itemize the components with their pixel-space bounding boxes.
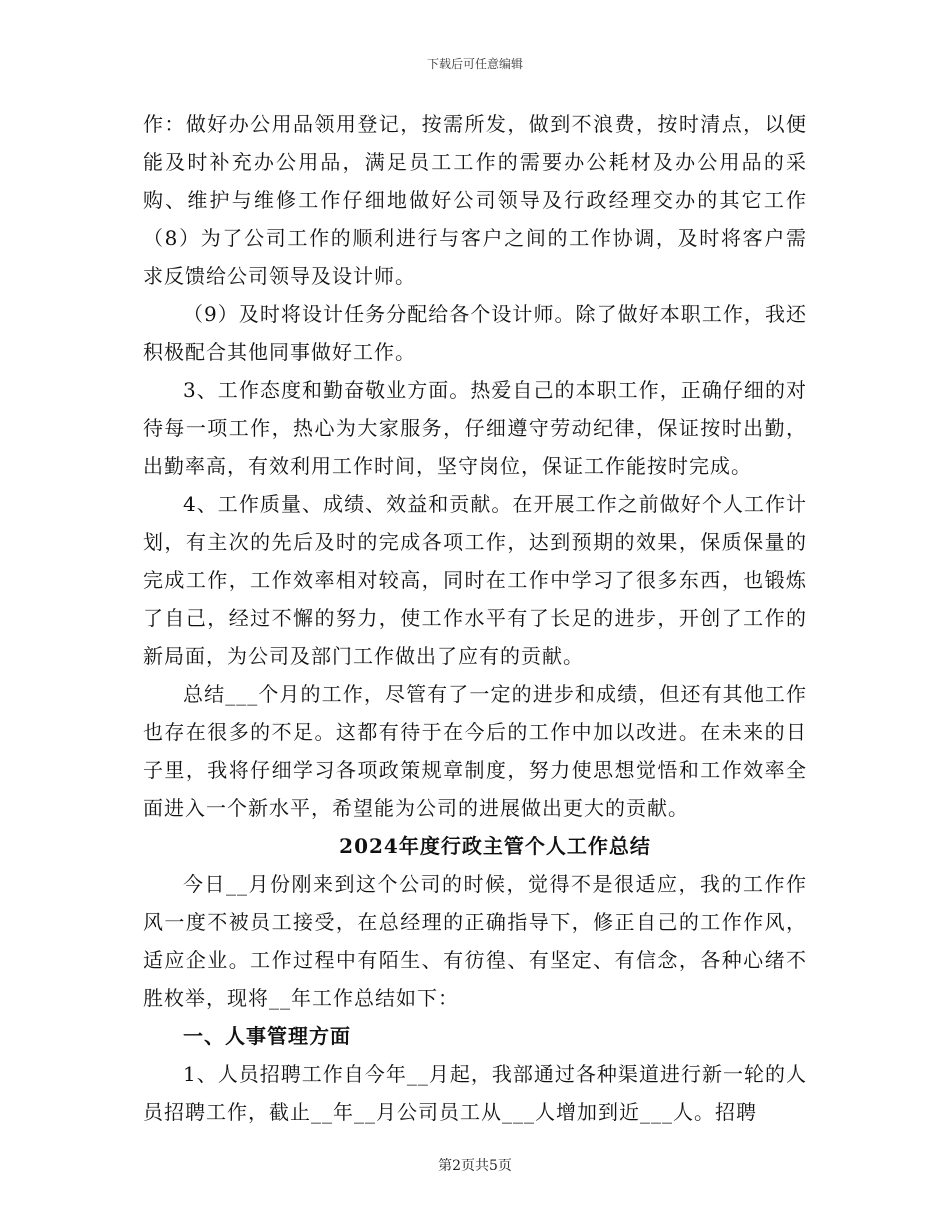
paragraph-intro: 今日__月份刚来到这个公司的时候，觉得不是很适应，我的工作作风一度不被员工接受，在总经理的正确指导下，修正自己的工作作风，适应企业。工作过程中有陌生、有彷徨、有坚定、有信念，各种心绪不胜枚举，现将__年工作总结如下：	[143, 872, 807, 1010]
paragraph-recruitment: 1、人员招聘工作自今年__月起，我部通过各种渠道进行新一轮的人员招聘工作，截止__年__月公司员工从___人增加到近___人。招聘	[143, 1062, 807, 1124]
paragraph-summary: 总结___个月的工作，尽管有了一定的进步和成绩，但还有其他工作也存在很多的不足。这都有待于在今后的工作中加以改进。在未来的日子里，我将仔细学习各项政策规章制度，努力使思想觉悟和工作效率全面进入一个新水平，希望能为公司的进展做出更大的贡献。	[143, 682, 807, 820]
paragraph-item-9: （9）及时将设计任务分配给各个设计师。除了做好本职工作，我还积极配合其他同事做好工作。	[143, 302, 807, 364]
page-header: 下载后可任意编辑	[426, 57, 523, 71]
paragraph-work-quality: 4、工作质量、成绩、效益和贡献。在开展工作之前做好个人工作计划，有主次的先后及时的完成各项工作，达到预期的效果，保质保量的完成工作，工作效率相对较高，同时在工作中学习了很多东西，也锻炼了自己，经过不懈的努力，使工作水平有了长足的进步，开创了工作的新局面，为公司及部门工作做出了应有的贡献。	[143, 492, 807, 668]
section-heading: 一、人事管理方面	[183, 1024, 351, 1048]
paragraph-work-attitude: 3、工作态度和勤奋敬业方面。热爱自己的本职工作，正确仔细的对待每一项工作，热心为大家服务，仔细遵守劳动纪律，保证按时出勤，出勤率高，有效利用工作时间，坚守岗位，保证工作能按时完成。	[143, 378, 807, 478]
page-footer: 第2页共5页	[438, 1158, 512, 1174]
document-title: 2024年度行政主管个人工作总结	[339, 834, 651, 858]
paragraph-continuation: 作：做好办公用品领用登记，按需所发，做到不浪费，按时清点，以便能及时补充办公用品，满足员工工作的需要办公耗材及办公用品的采购、维护与维修工作仔细地做好公司领导及行政经理交办的其它工作（8）为了公司工作的顺利进行与客户之间的工作协调，及时将客户需求反馈给公司领导及设计师。	[143, 112, 807, 288]
document-body	[143, 105, 807, 1131]
